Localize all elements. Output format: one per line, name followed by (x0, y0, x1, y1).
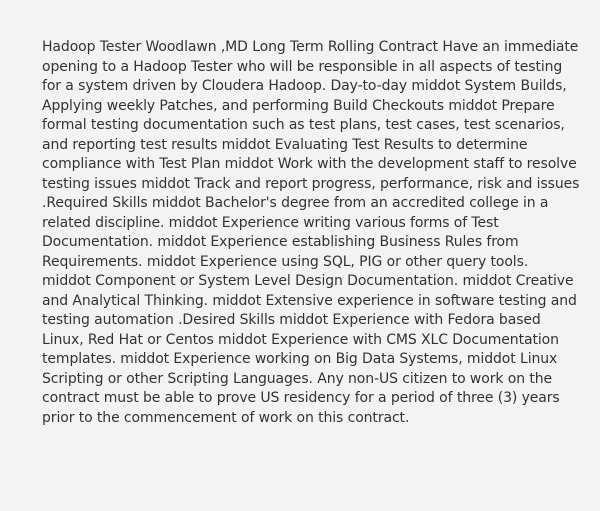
job-description-text: Hadoop Tester Woodlawn ,MD Long Term Rolling Contract Have an immediate opening to a Hadoop Tester who will be responsible in all aspects of testing for a system driven by Cloudera Hadoop. Day-to-day middot System Builds, Applying weekly Patches, and performing Build Checkouts middot Prepare formal testing documentation such as test plans, test cases, test scenarios, and reporting test results middot Evaluating Test Results to determine compliance with Test Plan middot Work with the development staff to resolve testing issues middot Track and report progress, performance, risk and issues .Required Skills middot Bachelor's degree from an accredited college in a related discipline. middot Experience writing various forms of Test Documentation. middot Experience establishing Business Rules from Requirements. middot Experience using SQL, PIG or other query tools. middot Component or System Level Design Documentation. middot Creative and Analytical Thinking. middot Extensive experience in software testing and testing automation .Desired Skills middot Experience with Fedora based Linux, Red Hat or Centos middot Experience with CMS XLC Documentation templates. middot Experience working on Big Data Systems, middot Linux Scripting or other Scripting Languages. Any non-US citizen to work on the contract must be able to prove US residency for a period of three (3) years prior to the commencement of work on this contract. (42, 39, 580, 426)
